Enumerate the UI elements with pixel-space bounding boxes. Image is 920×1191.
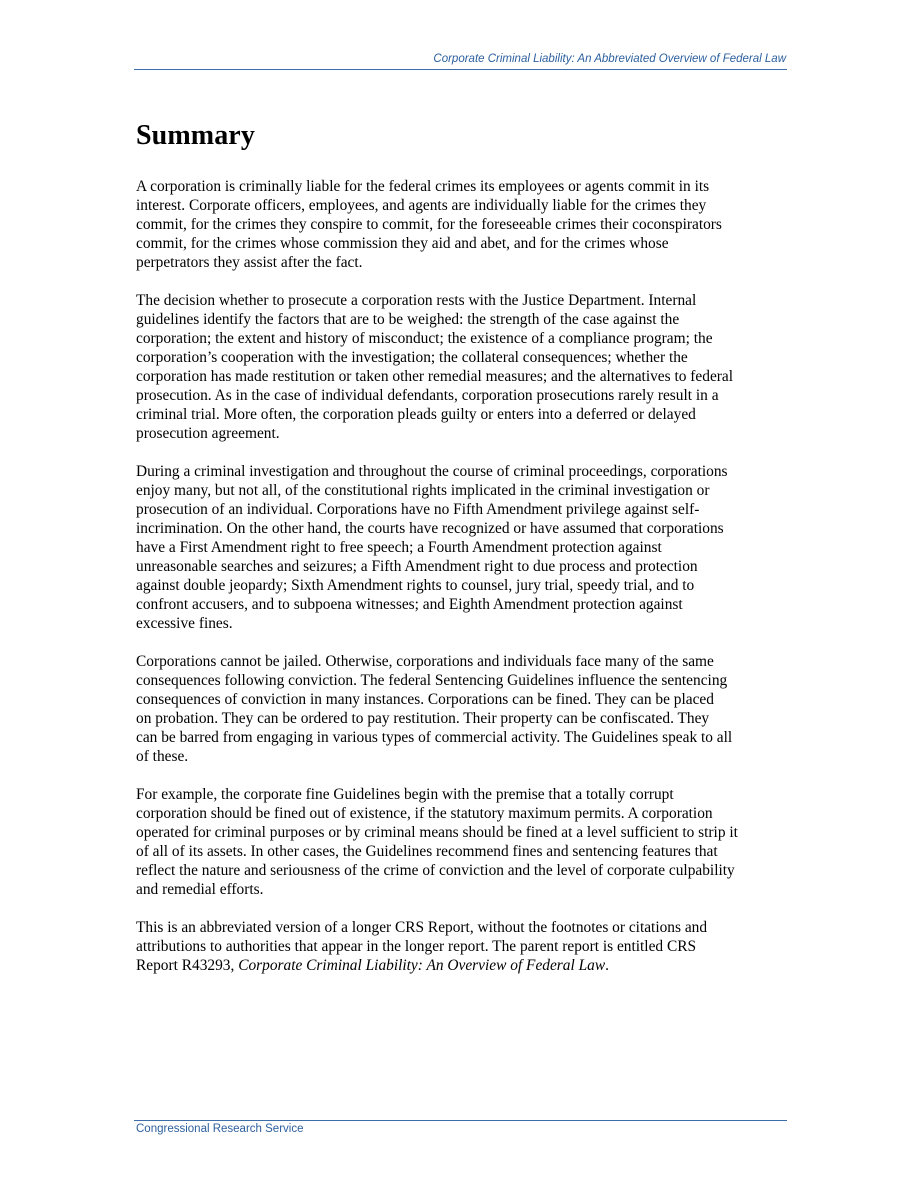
- text-line: have a First Amendment right to free speech; a Fourth Amendment protection against: [136, 539, 662, 556]
- text-line: prosecution agreement.: [136, 425, 280, 442]
- text-line-citation: [136, 956, 788, 975]
- text-line: prosecution of an individual. Corporations have no Fifth Amendment privilege against self-: [136, 501, 700, 518]
- text-line: excessive fines.: [136, 615, 233, 632]
- text-line: perpetrators they assist after the fact.: [136, 254, 363, 271]
- paragraph-5: [136, 785, 788, 899]
- citation-prefix: Report R43293,: [136, 957, 239, 974]
- summary-body: [136, 177, 788, 994]
- text-line: enjoy many, but not all, of the constitutional rights implicated in the criminal investigation or: [136, 482, 710, 499]
- text-line: criminal trial. More often, the corporation pleads guilty or enters into a deferred or delayed: [136, 406, 696, 423]
- text-line: This is an abbreviated version of a longer CRS Report, without the footnotes or citations and: [136, 919, 708, 936]
- text-line: commit, for the crimes they conspire to commit, for the foreseeable crimes their coconspirators: [136, 216, 722, 233]
- text-line: incrimination. On the other hand, the courts have recognized or have assumed that corporations: [136, 520, 724, 537]
- text-line: on probation. They can be ordered to pay restitution. Their property can be confiscated. They: [136, 710, 710, 727]
- text-line: corporation; the extent and history of misconduct; the existence of a compliance program; the: [136, 330, 713, 347]
- text-line: A corporation is criminally liable for the federal crimes its employees or agents commit in its: [136, 178, 710, 195]
- text-line: and remedial efforts.: [136, 881, 264, 898]
- paragraph-3: [136, 462, 788, 633]
- text-line: corporation has made restitution or taken other remedial measures; and the alternatives to federal: [136, 368, 734, 385]
- text-line: Corporations cannot be jailed. Otherwise, corporations and individuals face many of the same: [136, 653, 714, 670]
- text-line: of all of its assets. In other cases, the Guidelines recommend fines and sentencing features that: [136, 843, 718, 860]
- text-line: reflect the nature and seriousness of the crime of conviction and the level of corporate culpability: [136, 862, 735, 879]
- text-line: During a criminal investigation and throughout the course of criminal proceedings, corporations: [136, 463, 728, 480]
- running-header-title: Corporate Criminal Liability: An Abbreviated Overview of Federal Law: [433, 53, 786, 65]
- page-footer: [134, 1120, 787, 1135]
- text-line: of these.: [136, 748, 189, 765]
- text-line: can be barred from engaging in various types of commercial activity. The Guidelines speak to all: [136, 729, 733, 746]
- text-line: corporation should be fined out of existence, if the statutory maximum permits. A corporation: [136, 805, 713, 822]
- footer-organization: Congressional Research Service: [136, 1123, 304, 1135]
- page-header: [134, 53, 787, 70]
- text-line: For example, the corporate fine Guidelines begin with the premise that a totally corrupt: [136, 786, 674, 803]
- citation-suffix: .: [605, 957, 609, 974]
- paragraph-2: [136, 291, 788, 443]
- paragraph-6: [136, 918, 788, 975]
- paragraph-1: [136, 177, 788, 272]
- parent-report-title: Corporate Criminal Liability: An Overview of Federal Law: [238, 957, 606, 974]
- paragraph-4: [136, 652, 788, 766]
- text-line: guidelines identify the factors that are to be weighed: the strength of the case against the: [136, 311, 680, 328]
- text-line: commit, for the crimes whose commission they aid and abet, and for the crimes whose: [136, 235, 669, 252]
- text-line: consequences of conviction in many instances. Corporations can be fined. They can be placed: [136, 691, 714, 708]
- text-line: prosecution. As in the case of individual defendants, corporation prosecutions rarely result in a: [136, 387, 719, 404]
- text-line: confront accusers, and to subpoena witnesses; and Eighth Amendment protection against: [136, 596, 683, 613]
- text-line: against double jeopardy; Sixth Amendment rights to counsel, jury trial, speedy trial, and to: [136, 577, 695, 594]
- text-line: interest. Corporate officers, employees, and agents are individually liable for the crimes they: [136, 197, 707, 214]
- text-line: operated for criminal purposes or by criminal means should be fined at a level sufficient to strip it: [136, 824, 738, 841]
- text-line: The decision whether to prosecute a corporation rests with the Justice Department. Internal: [136, 292, 697, 309]
- text-line: consequences following conviction. The federal Sentencing Guidelines influence the sentencing: [136, 672, 728, 689]
- text-line: unreasonable searches and seizures; a Fifth Amendment right to due process and protection: [136, 558, 698, 575]
- text-line: corporation’s cooperation with the investigation; the collateral consequences; whether the: [136, 349, 688, 366]
- section-title: Summary: [136, 120, 255, 151]
- text-line: attributions to authorities that appear in the longer report. The parent report is entitled CRS: [136, 938, 697, 955]
